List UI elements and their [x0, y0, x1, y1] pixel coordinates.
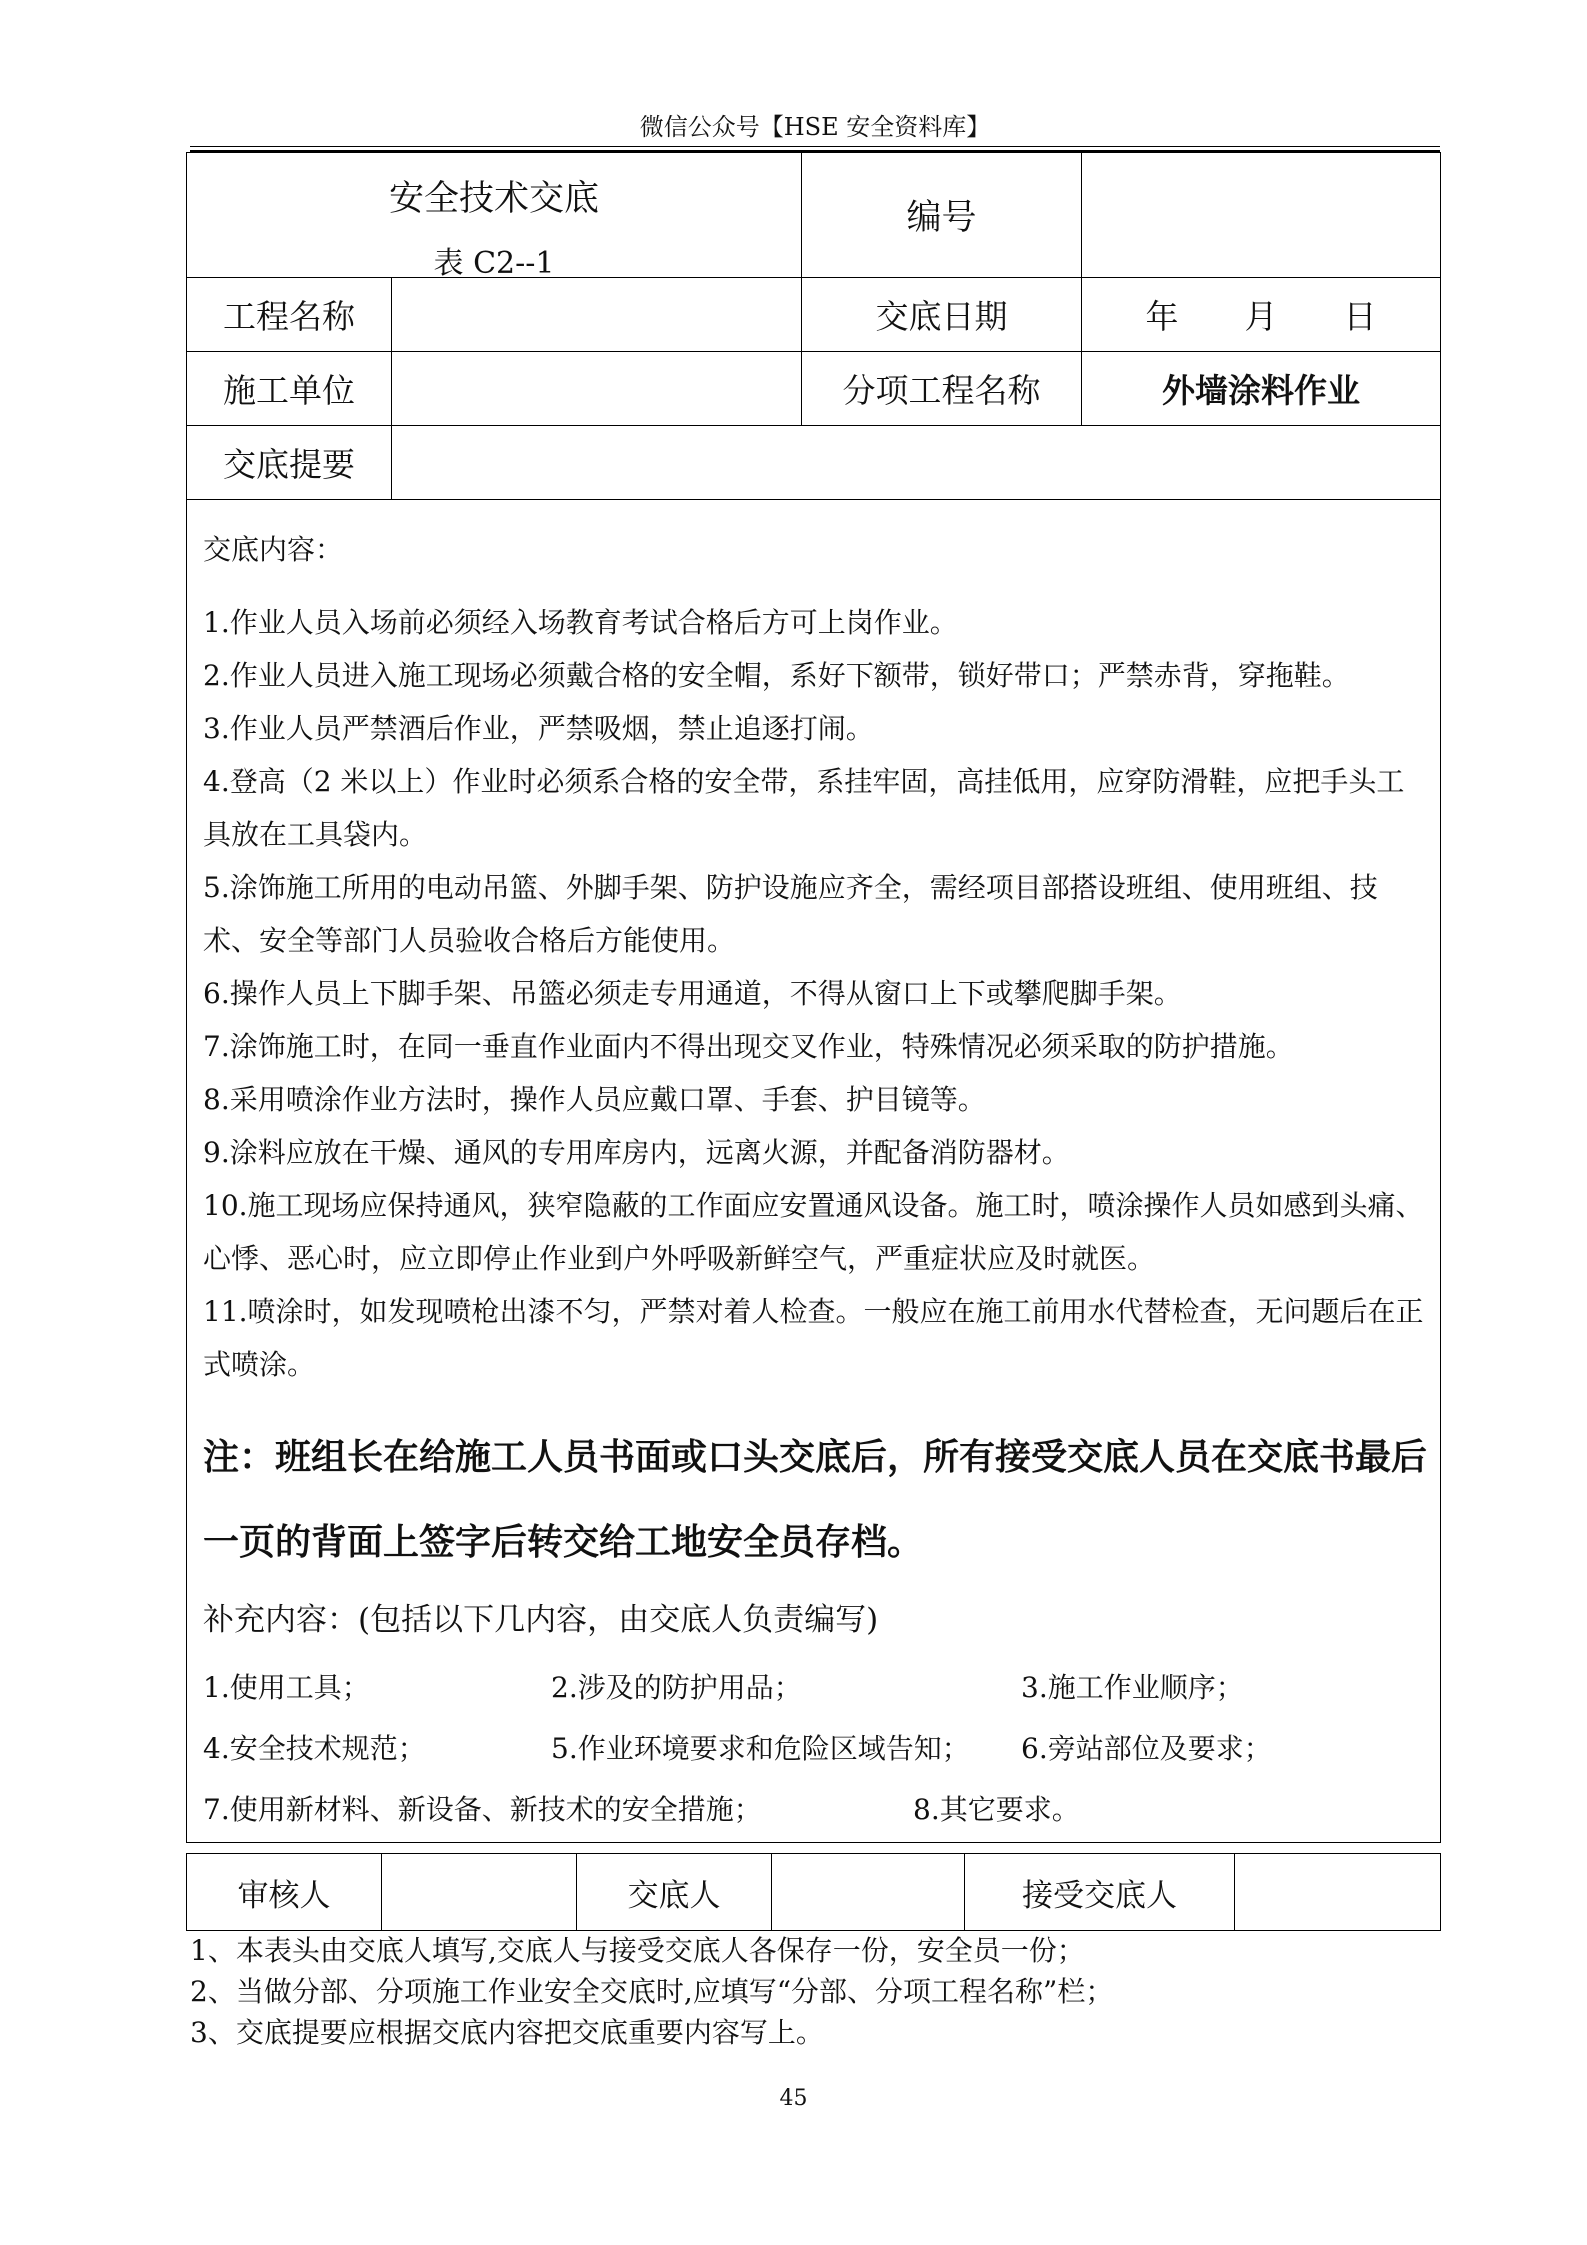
safety-disclosure-form: [186, 152, 1441, 1843]
supplement-item: 8.其它要求。: [913, 1793, 1080, 1826]
supplement-item: 1.使用工具；: [203, 1671, 370, 1704]
supplement-item: 5.作业环境要求和危险区域告知；: [551, 1732, 970, 1765]
discloser-field[interactable]: [772, 1854, 965, 1931]
page-header: 微信公众号【HSE 安全资料库】: [639, 113, 991, 141]
content-item: 4.登高（2 米以上）作业时必须系合格的安全带，系挂牢固，高挂低用，应穿防滑鞋，应把手头工具放在工具袋内。: [203, 765, 1405, 851]
content-intro: 交底内容：: [203, 533, 344, 566]
receiver-label: 接受交底人: [965, 1854, 1235, 1931]
number-field[interactable]: [1082, 153, 1441, 278]
date-label: 交底日期: [802, 278, 1082, 352]
content-cell: [187, 500, 1441, 1843]
supplement-title: 补充内容：(包括以下几内容，由交底人负责编写): [203, 1602, 879, 1638]
subproject-label: 分项工程名称: [802, 352, 1082, 426]
content-item: 2.作业人员进入施工现场必须戴合格的安全帽，系好下额带，锁好带口；严禁赤背，穿拖鞋。: [203, 659, 1350, 692]
content-item: 9.涂料应放在干燥、通风的专用库房内，远离火源，并配备消防器材。: [203, 1136, 1070, 1169]
supplement-item: 6.旁站部位及要求；: [1021, 1732, 1272, 1765]
supplement-item: 4.安全技术规范；: [203, 1732, 426, 1765]
project-name-field[interactable]: [392, 278, 802, 352]
number-label: 编号: [802, 153, 1082, 278]
contractor-label: 施工单位: [187, 352, 392, 426]
project-name-label: 工程名称: [187, 278, 392, 352]
discloser-label: 交底人: [577, 1854, 772, 1931]
page-number: 45: [779, 2086, 808, 2111]
reviewer-field[interactable]: [382, 1854, 577, 1931]
date-field[interactable]: 年 月 日: [1082, 278, 1441, 352]
signature-table: [186, 1853, 1441, 1931]
footnote: 3、交底提要应根据交底内容把交底重要内容写上。: [190, 2016, 824, 2049]
supplement-item: 2.涉及的防护用品；: [551, 1671, 802, 1704]
content-item: 8.采用喷涂作业方法时，操作人员应戴口罩、手套、护目镜等。: [203, 1083, 986, 1116]
footnotes: [190, 1930, 1113, 2053]
footnote: 2、当做分部、分项施工作业安全交底时,应填写“分部、分项工程名称”栏；: [190, 1975, 1114, 2008]
content-items: [203, 596, 1428, 1391]
form-title-cell: [187, 153, 802, 281]
content-item: 3.作业人员严禁酒后作业，严禁吸烟，禁止追逐打闹。: [203, 712, 874, 745]
content-item: 11.喷涂时，如发现喷枪出漆不匀，严禁对着人检查。一般应在施工前用水代替检查，无问题后在正式喷涂。: [203, 1295, 1424, 1381]
content-item: 7.涂饰施工时，在同一垂直作业面内不得出现交叉作业，特殊情况必须采取的防护措施。: [203, 1030, 1294, 1063]
content-item: 5.涂饰施工所用的电动吊篮、外脚手架、防护设施应齐全，需经项目部搭设班组、使用班组、技术、安全等部门人员验收合格后方能使用。: [203, 871, 1378, 957]
content-note: 注：班组长在给施工人员书面或口头交底后，所有接受交底人员在交底书最后一页的背面上签字后转交给工地安全员存档。: [203, 1436, 1428, 1563]
summary-label: 交底提要: [187, 426, 392, 500]
content-item: 1.作业人员入场前必须经入场教育考试合格后方可上岗作业。: [203, 606, 958, 639]
content-item: 6.操作人员上下脚手架、吊篮必须走专用通道，不得从窗口上下或攀爬脚手架。: [203, 977, 1182, 1010]
form-title: 安全技术交底: [388, 179, 599, 219]
subproject-field[interactable]: 外墙涂料作业: [1082, 352, 1441, 426]
contractor-field[interactable]: [392, 352, 802, 426]
supplement-item: 3.施工作业顺序；: [1021, 1671, 1244, 1704]
receiver-field[interactable]: [1235, 1854, 1441, 1931]
supplement-item: 7.使用新材料、新设备、新技术的安全措施；: [203, 1793, 762, 1826]
summary-field[interactable]: [392, 426, 1441, 500]
content-item: 10.施工现场应保持通风，狭窄隐蔽的工作面应安置通风设备。施工时，喷涂操作人员如感到头痛、心悸、恶心时，应立即停止作业到户外呼吸新鲜空气，严重症状应及时就医。: [203, 1189, 1424, 1275]
reviewer-label: 审核人: [187, 1854, 382, 1931]
form-subtitle: 表 C2--1: [433, 246, 555, 281]
footnote: 1、本表头由交底人填写,交底人与接受交底人各保存一份，安全员一份；: [190, 1934, 1085, 1967]
